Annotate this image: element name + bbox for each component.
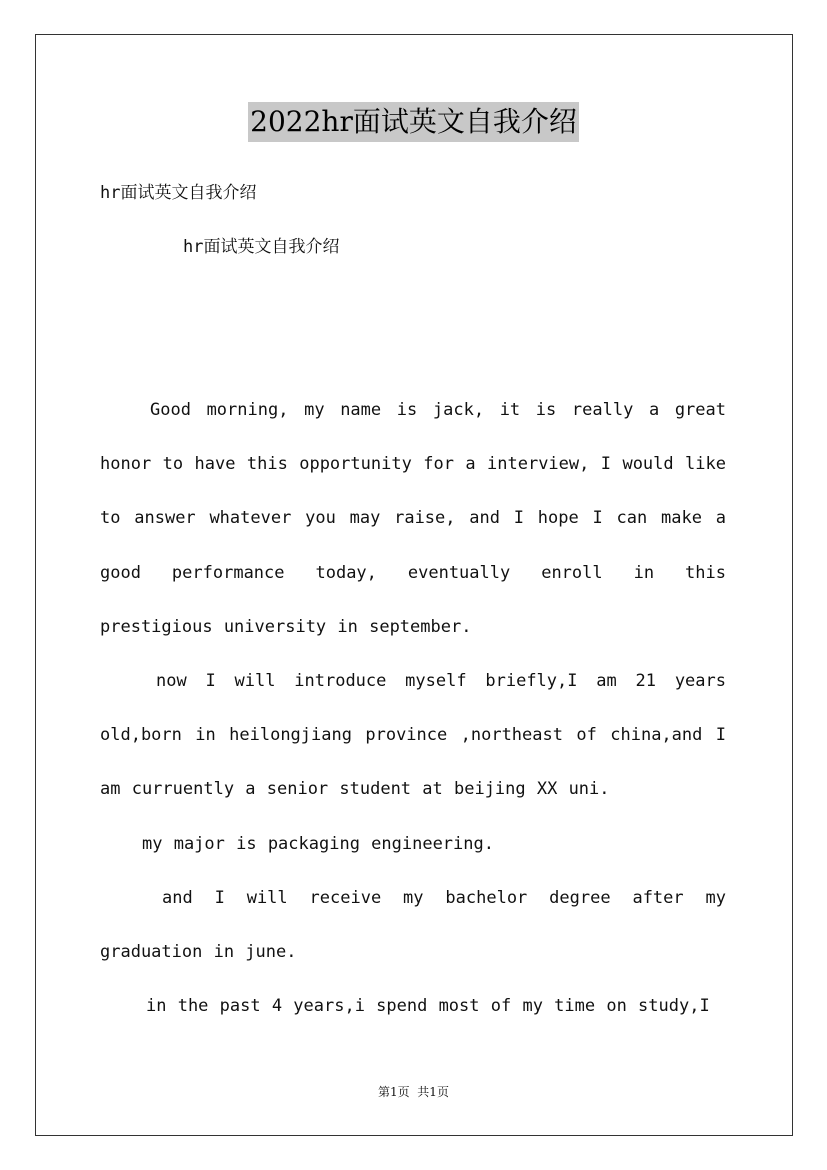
document-body	[100, 383, 726, 1033]
paragraph-study: in the past 4 years,i spend most of my time on study,I	[146, 996, 710, 1017]
subtitle-line-2: hr面试英文自我介绍	[183, 237, 340, 257]
paragraph-degree: and I will receive my bachelor degree after my graduation in june.	[100, 887, 726, 963]
paragraph-introduction: now I will introduce myself briefly,I am 21 years old,born in heilongjiang province ,northeast of china,and I am curruently a senior student at beijing XX uni.	[100, 671, 726, 800]
paragraph-greeting: Good morning, my name is jack, it is really a great honor to have this opportunity for a interview, I would like to answer whatever you may raise, and I hope I can make a good performance today, eventually enroll in this prestigious university in september.	[100, 400, 726, 637]
document-title: 2022hr面试英文自我介绍	[248, 102, 579, 142]
page-footer: 第1页 共1页	[378, 1085, 449, 1099]
title-container	[0, 102, 827, 142]
subtitle-line-1: hr面试英文自我介绍	[100, 183, 257, 203]
paragraph-major: my major is packaging engineering.	[142, 833, 494, 854]
